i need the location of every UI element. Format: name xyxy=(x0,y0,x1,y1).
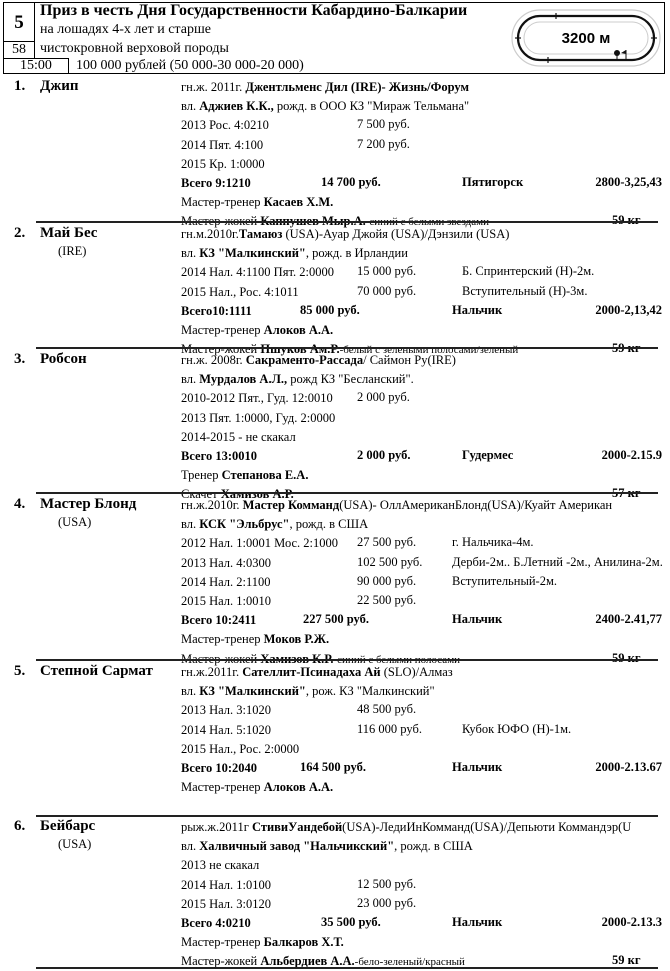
trainer-name: Алоков А.А. xyxy=(263,780,334,795)
owner-rest: рожд. в ООО КЗ "Мираж Тельмана" xyxy=(273,99,470,114)
best-time: 2000-2.13.3 xyxy=(601,915,662,929)
season-note: Кубок ЮФО (Н)-1м. xyxy=(462,721,572,736)
owner-rest: рожд КЗ "Бесланский". xyxy=(287,372,414,387)
race-time: 15:00 xyxy=(3,58,69,74)
season-record: 2013 Пят. 1:0000, Гуд. 2:0000 xyxy=(181,410,336,425)
jockey-prefix: Мастер-жокей xyxy=(181,342,261,357)
record-place: Нальчик xyxy=(452,612,503,627)
jockey-name: Альбердиев А.А. xyxy=(260,954,355,969)
season-note: Б. Спринтерский (Н)-2м. xyxy=(462,264,595,279)
owner xyxy=(181,838,473,854)
horse-number: 3. xyxy=(14,351,26,367)
pedigree xyxy=(181,819,631,835)
pedigree-sire: СтивиУандебой xyxy=(251,820,343,834)
horse-name: Мастер Блонд xyxy=(40,496,137,512)
owner-name: Халвичный завод "Нальчикский" xyxy=(199,839,395,854)
jockey-colors: -бело-зеленый/красный xyxy=(354,956,465,969)
trainer-prefix: Мастер-тренер xyxy=(181,195,264,210)
trainer-name: Алоков А.А. xyxy=(263,323,334,337)
entry-separator xyxy=(36,492,658,494)
pedigree-sire: Сакраменто-Рассада xyxy=(245,353,364,367)
total-earnings: 164 500 руб. xyxy=(300,760,366,774)
owner-prefix: вл. xyxy=(181,99,200,114)
record-place: Пятигорск xyxy=(462,175,524,189)
owner-name: КСК "Эльбрус" xyxy=(199,517,290,532)
record-place: Нальчик xyxy=(452,302,503,317)
season-note: г. Нальчика-4м. xyxy=(452,535,534,550)
trainer xyxy=(181,194,333,210)
record-place: Нальчик xyxy=(452,915,503,929)
best-time: 2000-2.15.9 xyxy=(601,448,662,462)
total-earnings: 35 500 руб. xyxy=(321,915,381,929)
race-runners-count: 58 xyxy=(3,41,35,59)
season-earnings: 22 500 руб. xyxy=(357,593,417,607)
pedigree-prefix: гн.ж.2011г. xyxy=(181,665,243,679)
trainer-name: Степанова Е.А. xyxy=(221,468,309,483)
best-time: 2000-2,13,42 xyxy=(595,302,662,317)
owner xyxy=(181,683,435,699)
season-record: 2015 Кр. 1:0000 xyxy=(181,156,265,171)
total-earnings: 2 000 руб. xyxy=(357,448,411,462)
trainer xyxy=(181,467,308,483)
jockey-colors: -белый с зелеными полосами/зеленый xyxy=(339,344,519,357)
owner-rest: , рожд. в США xyxy=(394,839,473,854)
race-prize: 100 000 рублей (50 000-30 000-20 000) xyxy=(76,58,304,73)
season-note: Дерби-2м.. Б.Летний -2м., Анилина-2м. xyxy=(452,554,663,569)
trainer xyxy=(181,322,333,338)
jockey-name: Хамизов А.Р. xyxy=(220,487,294,502)
trainer-name: Моков Р.Ж. xyxy=(263,632,330,647)
pedigree-sire: Тамаюз xyxy=(238,227,283,241)
season-record: 2014-2015 - не скакал xyxy=(181,429,296,444)
season-earnings: 15 000 руб. xyxy=(357,264,417,279)
total-record: Всего 9:1210 xyxy=(181,176,251,190)
pedigree-prefix: гн.ж.2010г. xyxy=(181,498,243,512)
owner xyxy=(181,516,368,532)
owner-name: КЗ "Малкинский" xyxy=(199,684,306,699)
season-earnings: 23 000 руб. xyxy=(357,895,417,910)
pedigree-prefix: рыж.ж.2011г xyxy=(181,820,252,834)
carried-weight: 59 кг xyxy=(612,213,641,228)
pedigree-sire: Сателлит-Псинадаха Ай xyxy=(242,665,381,679)
pedigree-prefix: гн.ж. 2011г. xyxy=(181,80,246,94)
record-place: Гудермес xyxy=(462,448,514,462)
season-record: 2015 Нал., Рос. 2:0000 xyxy=(181,741,300,756)
season-earnings: 12 500 руб. xyxy=(357,876,417,891)
entry-separator xyxy=(36,815,658,817)
total-record: Всего 4:0210 xyxy=(181,916,251,930)
trainer xyxy=(181,934,344,950)
season-earnings: 2 000 руб. xyxy=(357,390,410,405)
season-earnings: 48 500 руб. xyxy=(357,702,417,717)
entry-separator xyxy=(36,347,658,349)
season-record: 2013 Нал. 3:1020 xyxy=(181,703,272,718)
trainer-prefix: Мастер-тренер xyxy=(181,935,264,950)
season-record: 2012 Нал. 1:0001 Мос. 2:1000 xyxy=(181,536,339,551)
total-record: Всего 13:0010 xyxy=(181,449,257,463)
trainer-prefix: Мастер-тренер xyxy=(181,632,264,647)
season-earnings: 27 500 руб. xyxy=(357,535,417,550)
total-record: Всего 10:2040 xyxy=(181,761,257,775)
pedigree-prefix: гн.ж. 2008г. xyxy=(181,353,246,367)
track-diagram xyxy=(510,8,662,68)
horse-origin: (USA) xyxy=(58,515,92,530)
horse-name: Джип xyxy=(40,78,79,94)
carried-weight: 59 кг xyxy=(612,953,641,968)
season-record: 2015 Нал. 3:0120 xyxy=(181,896,272,911)
horse-number: 5. xyxy=(14,663,26,679)
owner-rest: , рожд. в Ирландии xyxy=(305,246,408,261)
season-record: 2013 Рос. 4:0210 xyxy=(181,118,269,133)
owner xyxy=(181,371,414,387)
season-record: 2015 Нал., Рос. 4:1011 xyxy=(181,284,299,299)
season-note: Вступительный-2м. xyxy=(452,573,557,588)
season-record: 2014 Нал. 1:0100 xyxy=(181,877,272,892)
carried-weight: 57 кг xyxy=(612,486,641,501)
total-record: Всего 10:2411 xyxy=(181,613,257,628)
horse-origin: (USA) xyxy=(58,837,92,852)
pedigree-sire: Мастер Комманд xyxy=(242,498,340,512)
horse-number: 4. xyxy=(14,496,26,512)
owner-prefix: вл. xyxy=(181,372,200,387)
total-earnings: 227 500 руб. xyxy=(303,612,369,627)
owner-name: Аджиев К.К., xyxy=(199,99,274,114)
owner-rest: , рожд. в США xyxy=(289,517,369,532)
race-condition-age: на лошадях 4-х лет и старше xyxy=(40,22,211,37)
horse-name: Май Бес xyxy=(40,225,98,241)
horse-number: 2. xyxy=(14,225,26,241)
pedigree-rest: (USA)-Ауар Джойя (USA)/Дэнзили (USA) xyxy=(282,227,510,241)
entry-separator xyxy=(36,659,658,661)
pedigree-rest: / Саймон Ру(IRE) xyxy=(363,353,456,367)
owner-name: Мурдалов А.Л., xyxy=(199,372,288,387)
season-record: 2015 Нал. 1:0010 xyxy=(181,594,272,608)
season-earnings: 7 200 руб. xyxy=(357,136,410,151)
jockey-colors: -синий с белыми полосами xyxy=(333,653,461,666)
owner-name: КЗ "Малкинский" xyxy=(199,246,306,261)
trainer-name: Балкаров Х.Т. xyxy=(263,935,344,950)
season-record: 2014 Пят. 4:100 xyxy=(181,137,264,152)
race-condition-breed: чистокровной верховой породы xyxy=(40,41,229,56)
jockey-prefix: Мастер-жокей xyxy=(181,954,261,969)
owner-prefix: вл. xyxy=(181,246,200,261)
horse-name: Робсон xyxy=(40,351,87,367)
jockey-name: Хамизов К.Р. xyxy=(260,651,334,666)
horse-origin: (IRE) xyxy=(58,244,87,259)
horse-number: 1. xyxy=(14,78,26,94)
season-record: 2013 Нал. 4:0300 xyxy=(181,555,272,570)
entry-separator xyxy=(36,967,658,969)
total-earnings: 14 700 руб. xyxy=(321,175,381,189)
race-title: Приз в честь Дня Государственности Кабардино-Балкарии xyxy=(40,2,468,19)
owner-prefix: вл. xyxy=(181,839,200,854)
owner xyxy=(181,245,408,261)
pedigree xyxy=(181,352,456,368)
season-earnings: 90 000 руб. xyxy=(357,573,417,588)
season-record: 2014 Нал. 4:1100 Пят. 2:0000 xyxy=(181,265,334,280)
horse-number: 6. xyxy=(14,818,26,834)
carried-weight: 59 кг xyxy=(612,341,641,356)
horse-name: Бейбарс xyxy=(40,818,96,834)
pedigree xyxy=(181,497,612,513)
season-earnings: 70 000 руб. xyxy=(357,283,417,298)
owner-prefix: вл. xyxy=(181,517,200,532)
pedigree-rest: (USA)-ЛедиИнКомманд(USA)/Депьюти Коммандэр(U xyxy=(342,820,632,834)
jockey-name: Пшуков Ам.Р. xyxy=(260,342,340,357)
start-flag-icon xyxy=(621,50,626,54)
jockey-colors: -синий с белыми звездами xyxy=(365,216,490,229)
best-time: 2800-3,25,43 xyxy=(595,175,662,189)
season-note: Вступительный (Н)-3м. xyxy=(462,283,588,298)
trainer-prefix: Мастер-тренер xyxy=(181,780,264,795)
trainer-name: Касаев Х.М. xyxy=(263,195,334,210)
entry-separator xyxy=(36,221,658,223)
jockey-prefix: Мастер-жокей xyxy=(181,651,261,666)
trainer xyxy=(181,631,329,647)
season-earnings: 7 500 руб. xyxy=(357,117,410,132)
owner-prefix: вл. xyxy=(181,684,200,699)
best-time: 2000-2.13.67 xyxy=(595,760,662,774)
pedigree xyxy=(181,664,453,680)
race-number: 5 xyxy=(3,2,35,42)
race-header xyxy=(0,0,670,73)
race-distance: 3200 м xyxy=(561,30,611,47)
pedigree-sire: Джентльменс Дил (IRE)- Жизнь/Форум xyxy=(245,80,470,94)
trainer-prefix: Тренер xyxy=(181,468,222,483)
pedigree-rest: (SLO)/Алмаз xyxy=(380,665,453,679)
jockey-prefix: Мастер-жокей xyxy=(181,214,261,229)
best-time: 2400-2.41,77 xyxy=(595,612,662,627)
total-earnings: 85 000 руб. xyxy=(300,302,360,317)
pedigree-rest: (USA)- ОллАмериканБлонд(USA)/Куайт Американ xyxy=(339,498,613,512)
owner xyxy=(181,98,469,114)
carried-weight: 59 кг xyxy=(612,650,641,665)
jockey-name: Каппушев Мыр.А. xyxy=(260,214,366,229)
season-record: 2014 Нал. 2:1100 xyxy=(181,574,271,589)
season-earnings: 116 000 руб. xyxy=(357,721,422,736)
season-record: 2014 Нал. 5:1020 xyxy=(181,722,272,737)
trainer xyxy=(181,779,333,795)
season-earnings: 102 500 руб. xyxy=(357,554,423,569)
season-record: 2010-2012 Пят., Гуд. 12:0010 xyxy=(181,391,333,406)
jockey-prefix: Скачет xyxy=(181,487,221,502)
owner-rest: , рож. КЗ "Малкинский" xyxy=(305,684,435,699)
pedigree-prefix: гн.м.2010г. xyxy=(181,227,239,241)
total-record: Всего10:1111 xyxy=(181,303,252,318)
pedigree xyxy=(181,79,469,95)
trainer-prefix: Мастер-тренер xyxy=(181,323,264,337)
record-place: Нальчик xyxy=(452,760,503,774)
horse-name: Степной Сармат xyxy=(40,663,153,679)
pedigree xyxy=(181,226,509,242)
season-record: 2013 не скакал xyxy=(181,858,260,873)
